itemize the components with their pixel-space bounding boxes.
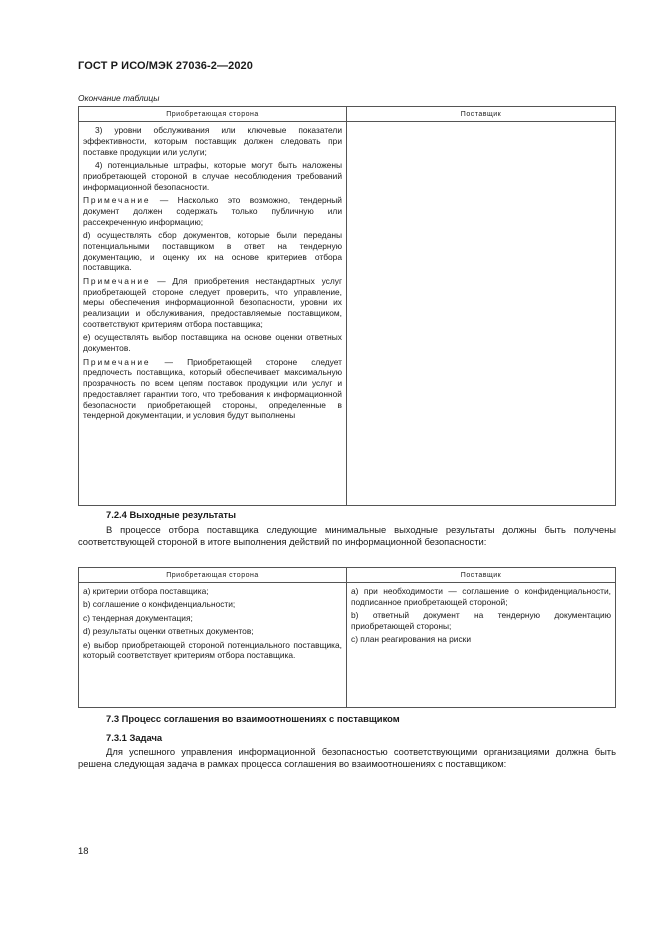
note-label: Примечание: [83, 194, 151, 205]
note-label: Примечание: [83, 275, 151, 286]
list-item: c) план реагирования на риски: [351, 634, 472, 645]
supplier-cell: [347, 122, 616, 506]
note-text: Примечание — Насколько это возможно, тендерный документ должен содержать только публичную или рассекреченную информацию;: [83, 194, 342, 227]
list-item: 3) уровни обслуживания или ключевые показатели эффективности, которым поставщик должен следовать при поставке продукции или услуги;: [83, 125, 342, 157]
page-number: 18: [78, 845, 89, 856]
list-item: d) осуществлять сбор документов, которые были переданы потенциальными поставщиком в ответ на тендерную документацию, и оценку их на основе критериев отбора поставщика.: [83, 229, 342, 273]
list-item: c) тендерная документация;: [83, 612, 193, 623]
section-heading-7-2-4: 7.2.4 Выходные результаты: [106, 509, 237, 520]
list-item: a) при необходимости — соглашение о конфиденциальности, подписанное приобретающей стороной;: [351, 586, 611, 607]
acquirer-outputs-cell: [79, 583, 347, 708]
section-heading-7-3: 7.3 Процесс соглашения во взаимоотношениях с поставщиком: [106, 713, 400, 724]
list-item: e) осуществлять выбор поставщика на основе оценки ответных документов.: [83, 332, 342, 354]
column-header-acquirer: Приобретающая сторона: [79, 568, 347, 583]
list-item: d) результаты оценки ответных документов;: [83, 626, 254, 637]
table-caption: Окончание таблицы: [78, 93, 160, 103]
note-text: Примечание — Приобретающей стороне следует предпочесть поставщика, который обеспечивает максимальную прозрачность по всем цепям поставок продукции или услуг и предоставляет гарантии того, что требования к информационной безопасности приобретающей стороны, определенные в тендерной документации, и условия будут выполнены: [83, 356, 342, 421]
list-item: 4) потенциальные штрафы, которые могут быть наложены приобретающей стороной в случае несоблюдения требований информационной безопасности.: [83, 159, 342, 192]
section-paragraph: Для успешного управления информационной безопасностью соответствующими организациями должна быть решена следующая задача в рамках процесса соглашения во взаимоотношениях с поставщиком:: [78, 746, 616, 769]
list-item: b) ответный документ на тендерную документацию приобретающей стороны;: [351, 610, 611, 631]
section-paragraph: В процессе отбора поставщика следующие минимальные выходные результаты должны быть получены соответствующей стороной в итоге выполнения действий по информационной безопасности:: [78, 524, 616, 547]
list-item: b) соглашение о конфиденциальности;: [83, 599, 236, 610]
column-header-supplier: Поставщик: [347, 568, 616, 583]
supplier-outputs-cell: [347, 583, 616, 708]
section-heading-7-3-1: 7.3.1 Задача: [106, 732, 163, 743]
column-header-acquirer: Приобретающая сторона: [79, 107, 347, 122]
document-header: ГОСТ Р ИСО/МЭК 27036-2—2020: [78, 60, 253, 72]
list-item: a) критерии отбора поставщика;: [83, 586, 209, 596]
outputs-table: [78, 567, 616, 708]
acquirer-cell: [79, 122, 347, 506]
list-item: e) выбор приобретающей стороной потенциального поставщика, который соответствует критериям отбора поставщика.: [83, 639, 342, 661]
note-label: Примечание: [83, 356, 151, 367]
column-header-supplier: Поставщик: [347, 107, 616, 122]
table-continuation: [78, 106, 616, 506]
note-text: Примечание — Для приобретения нестандартных услуг приобретающей стороне следует проверить, что управление, меры обеспечения информационной безопасности, уровни их реализации и обслуживания, предоставляемые поставщиком, соответствуют критериям отбора поставщика;: [83, 275, 342, 329]
